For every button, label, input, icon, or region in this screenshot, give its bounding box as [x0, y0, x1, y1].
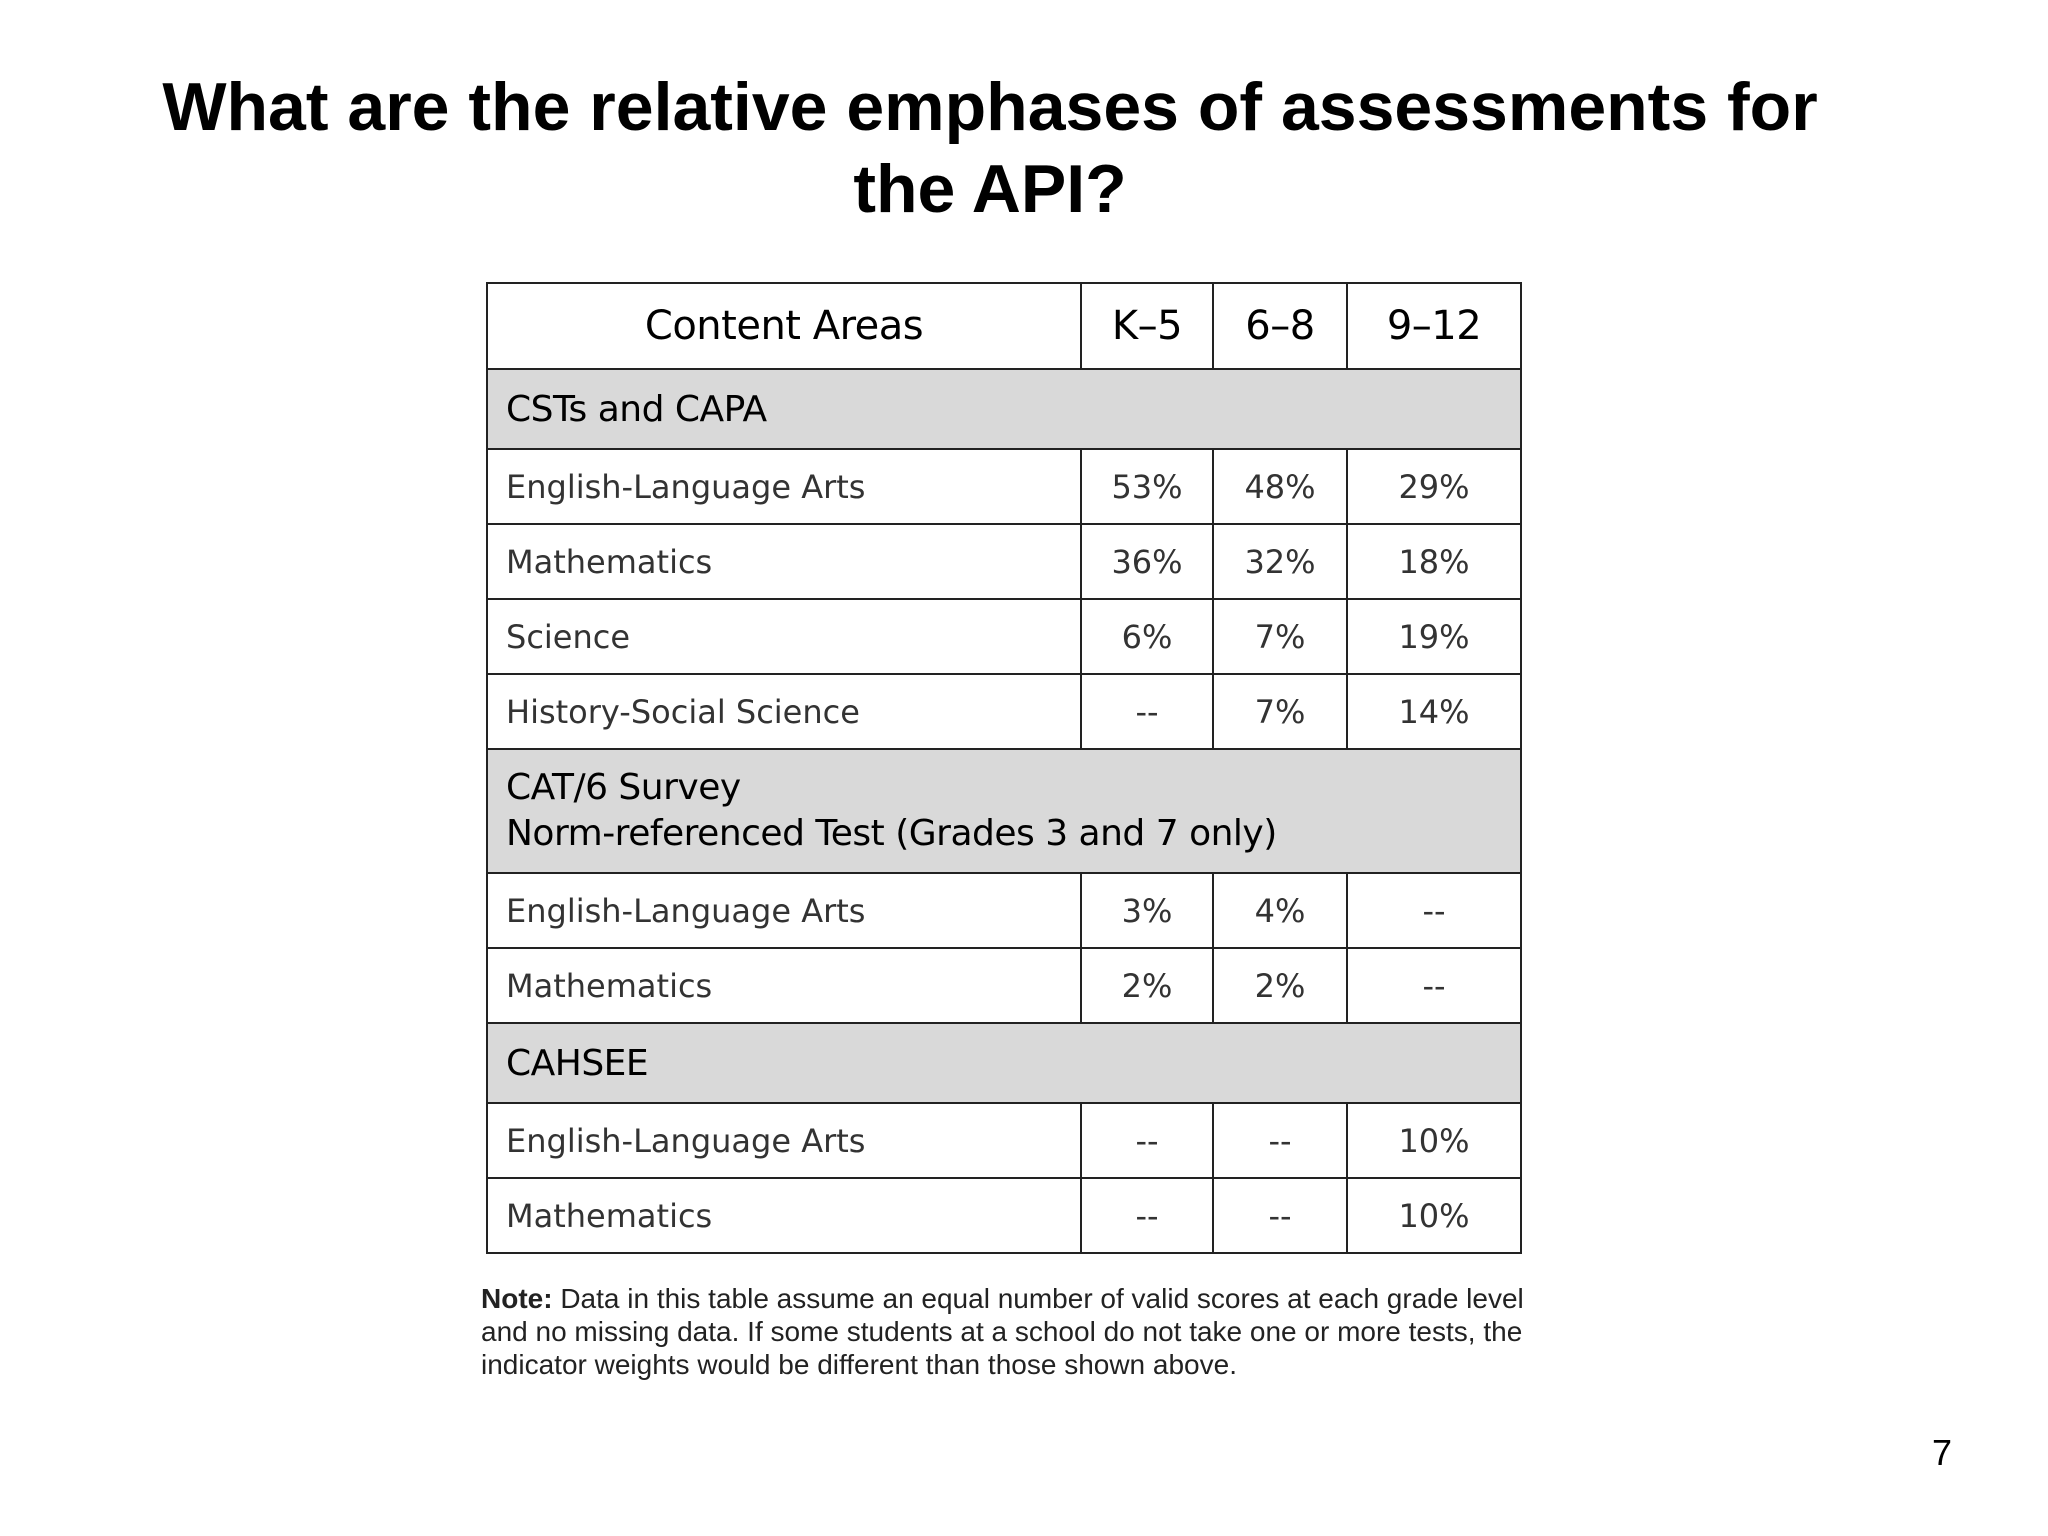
table-row — [487, 1103, 1521, 1178]
cell-6-8: 7% — [1213, 674, 1347, 749]
slide-title — [100, 66, 1880, 230]
note-text: Data in this table assume an equal number of valid scores at each grade level and no missing data. If some students at a school do not take one or more tests, the indicator weights would be different than those shown above. — [481, 1283, 1524, 1380]
section-title-line-1: CAT/6 Survey — [506, 767, 741, 808]
row-label: Mathematics — [487, 1178, 1081, 1253]
table-row — [487, 449, 1521, 524]
cell-k-5: -- — [1081, 1178, 1213, 1253]
cell-6-8: 2% — [1213, 948, 1347, 1023]
section-title — [487, 749, 1521, 873]
cell-k-5: 3% — [1081, 873, 1213, 948]
section-title: CAHSEE — [487, 1023, 1521, 1103]
cell-k-5: 36% — [1081, 524, 1213, 599]
cell-9-12: 29% — [1347, 449, 1521, 524]
cell-9-12: 10% — [1347, 1103, 1521, 1178]
header-6-8: 6–8 — [1213, 283, 1347, 369]
cell-6-8: 7% — [1213, 599, 1347, 674]
cell-6-8: -- — [1213, 1178, 1347, 1253]
cell-k-5: 53% — [1081, 449, 1213, 524]
table-note — [481, 1282, 1541, 1381]
cell-6-8: 48% — [1213, 449, 1347, 524]
row-label: English-Language Arts — [487, 873, 1081, 948]
row-label: History-Social Science — [487, 674, 1081, 749]
table-row — [487, 948, 1521, 1023]
row-label: Mathematics — [487, 524, 1081, 599]
table-row — [487, 873, 1521, 948]
row-label: English-Language Arts — [487, 1103, 1081, 1178]
cell-9-12: -- — [1347, 873, 1521, 948]
table-row — [487, 1178, 1521, 1253]
slide-title-line-2: the API? — [853, 151, 1127, 227]
row-label: Mathematics — [487, 948, 1081, 1023]
table-row — [487, 599, 1521, 674]
table-row — [487, 524, 1521, 599]
cell-6-8: 4% — [1213, 873, 1347, 948]
cell-k-5: 6% — [1081, 599, 1213, 674]
cell-6-8: 32% — [1213, 524, 1347, 599]
cell-9-12: 19% — [1347, 599, 1521, 674]
assessment-weights-table — [486, 282, 1522, 1254]
row-label: English-Language Arts — [487, 449, 1081, 524]
section-title: CSTs and CAPA — [487, 369, 1521, 449]
cell-6-8: -- — [1213, 1103, 1347, 1178]
cell-9-12: 18% — [1347, 524, 1521, 599]
section-row-csts-capa — [487, 369, 1521, 449]
cell-k-5: -- — [1081, 674, 1213, 749]
header-content-areas: Content Areas — [487, 283, 1081, 369]
cell-9-12: 14% — [1347, 674, 1521, 749]
cell-9-12: 10% — [1347, 1178, 1521, 1253]
slide-title-line-1: What are the relative emphases of assessments for — [162, 69, 1818, 145]
page-number: 7 — [1931, 1432, 1952, 1473]
note-label: Note: — [481, 1283, 553, 1314]
table-row — [487, 674, 1521, 749]
cell-k-5: 2% — [1081, 948, 1213, 1023]
section-row-cahsee — [487, 1023, 1521, 1103]
section-row-cat6-survey — [487, 749, 1521, 873]
section-title-line-2: Norm-referenced Test (Grades 3 and 7 only) — [506, 813, 1277, 854]
row-label: Science — [487, 599, 1081, 674]
header-9-12: 9–12 — [1347, 283, 1521, 369]
table-header-row — [487, 283, 1521, 369]
cell-k-5: -- — [1081, 1103, 1213, 1178]
cell-9-12: -- — [1347, 948, 1521, 1023]
header-k-5: K–5 — [1081, 283, 1213, 369]
assessment-weights-table-container — [486, 282, 1520, 1254]
